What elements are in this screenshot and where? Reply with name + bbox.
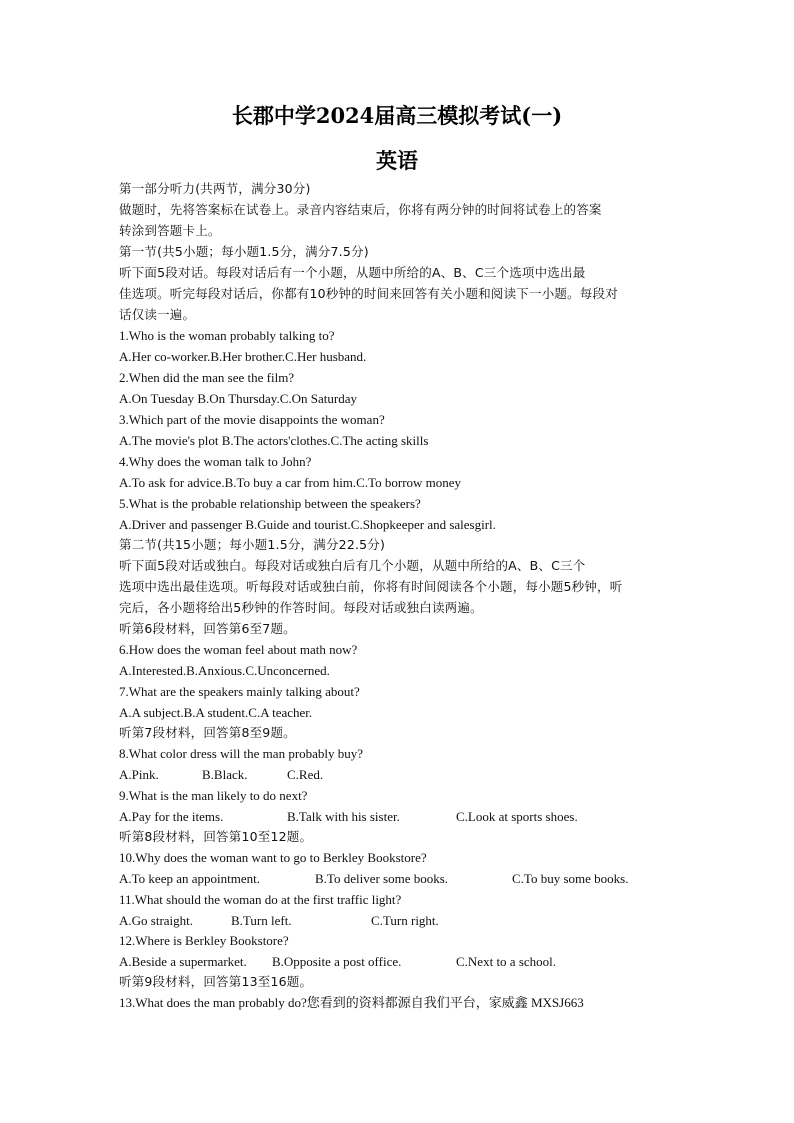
material-heading: 听第8段材料，回答第10至12题。 bbox=[119, 829, 313, 844]
options-1: A.Her co-worker.B.Her brother.C.Her husband. bbox=[119, 349, 367, 364]
option-12b: B.Opposite a post office. bbox=[272, 954, 402, 969]
question-8: 8.What color dress will the man probably buy? bbox=[119, 746, 364, 761]
options-6: A.Interested.B.Anxious.C.Unconcerned. bbox=[119, 663, 330, 678]
options-5: A.Driver and passenger B.Guide and tourist.C.Shopkeeper and salesgirl. bbox=[119, 517, 496, 532]
question-3: 3.Which part of the movie disappoints the woman? bbox=[119, 412, 385, 427]
question-12: 12.Where is Berkley Bookstore? bbox=[119, 933, 289, 948]
instruction-line: 转涂到答题卡上。 bbox=[119, 223, 221, 238]
material-heading: 听第6段材料，回答第6至7题。 bbox=[119, 621, 296, 636]
material-heading: 听第9段材料，回答第13至16题。 bbox=[119, 974, 313, 989]
question-2: 2.When did the man see the film? bbox=[119, 370, 295, 385]
question-9: 9.What is the man likely to do next? bbox=[119, 788, 308, 803]
option-11c: C.Turn right. bbox=[371, 913, 439, 928]
option-9b: B.Talk with his sister. bbox=[287, 809, 400, 824]
instruction-line: 听下面5段对话或独白。每段对话或独白后有几个小题，从题中所给的A、B、C三个 bbox=[119, 558, 586, 573]
option-11b: B.Turn left. bbox=[231, 913, 292, 928]
instruction-line: 做题时，先将答案标在试卷上。录音内容结束后，你将有两分钟的时间将试卷上的答案 bbox=[119, 202, 602, 217]
instruction-line: 佳选项。听完每段对话后，你都有10秒钟的时间来回答有关小题和阅读下一小题。每段对 bbox=[119, 286, 618, 301]
instruction-line: 选项中选出最佳选项。听每段对话或独白前，你将有时间阅读各个小题，每小题5秒钟，听 bbox=[119, 579, 623, 594]
option-11a: A.Go straight. bbox=[119, 913, 194, 928]
options-4: A.To ask for advice.B.To buy a car from him.C.To borrow money bbox=[119, 475, 462, 490]
subject-title: 英语 bbox=[376, 148, 418, 173]
question-11: 11.What should the woman do at the first traffic light? bbox=[119, 892, 402, 907]
part-one-heading: 第一部分听力(共两节，满分30分) bbox=[119, 181, 311, 196]
instruction-line: 完后，各小题将给出5秒钟的作答时间。每段对话或独白读两遍。 bbox=[119, 600, 483, 615]
question-5: 5.What is the probable relationship between the speakers? bbox=[119, 496, 421, 511]
option-9c: C.Look at sports shoes. bbox=[456, 809, 578, 824]
question-7: 7.What are the speakers mainly talking about? bbox=[119, 684, 360, 699]
option-8b: B.Black. bbox=[202, 767, 248, 782]
instruction-line: 话仅读一遍。 bbox=[119, 307, 196, 322]
question-1: 1.Who is the woman probably talking to? bbox=[119, 328, 335, 343]
exam-title: 长郡中学2024届高三模拟考试(一) bbox=[231, 103, 563, 128]
option-10a: A.To keep an appointment. bbox=[119, 871, 260, 886]
option-12a: A.Beside a supermarket. bbox=[119, 954, 247, 969]
section-one-heading: 第一节(共5小题；每小题1.5分，满分7.5分) bbox=[119, 244, 369, 259]
options-7: A.A subject.B.A student.C.A teacher. bbox=[119, 705, 313, 720]
question-6: 6.How does the woman feel about math now? bbox=[119, 642, 358, 657]
option-12c: C.Next to a school. bbox=[456, 954, 557, 969]
option-9a: A.Pay for the items. bbox=[119, 809, 224, 824]
instruction-line: 听下面5段对话。每段对话后有一个小题，从题中所给的A、B、C三个选项中选出最 bbox=[119, 265, 586, 280]
question-4: 4.Why does the woman talk to John? bbox=[119, 454, 312, 469]
option-10b: B.To deliver some books. bbox=[315, 871, 449, 886]
question-13: 13.What does the man probably do?您看到的资料都源自我们平台，家威鑫 MXSJ663 bbox=[119, 995, 584, 1010]
section-two-heading: 第二节(共15小题；每小题1.5分，满分22.5分) bbox=[119, 537, 386, 552]
material-heading: 听第7段材料，回答第8至9题。 bbox=[119, 725, 296, 740]
question-10: 10.Why does the woman want to go to Berkley Bookstore? bbox=[119, 850, 427, 865]
option-8a: A.Pink. bbox=[119, 767, 159, 782]
options-3: A.The movie's plot B.The actors'clothes.C.The acting skills bbox=[119, 433, 429, 448]
option-8c: C.Red. bbox=[287, 767, 324, 782]
option-10c: C.To buy some books. bbox=[512, 871, 629, 886]
options-2: A.On Tuesday B.On Thursday.C.On Saturday bbox=[119, 391, 357, 406]
